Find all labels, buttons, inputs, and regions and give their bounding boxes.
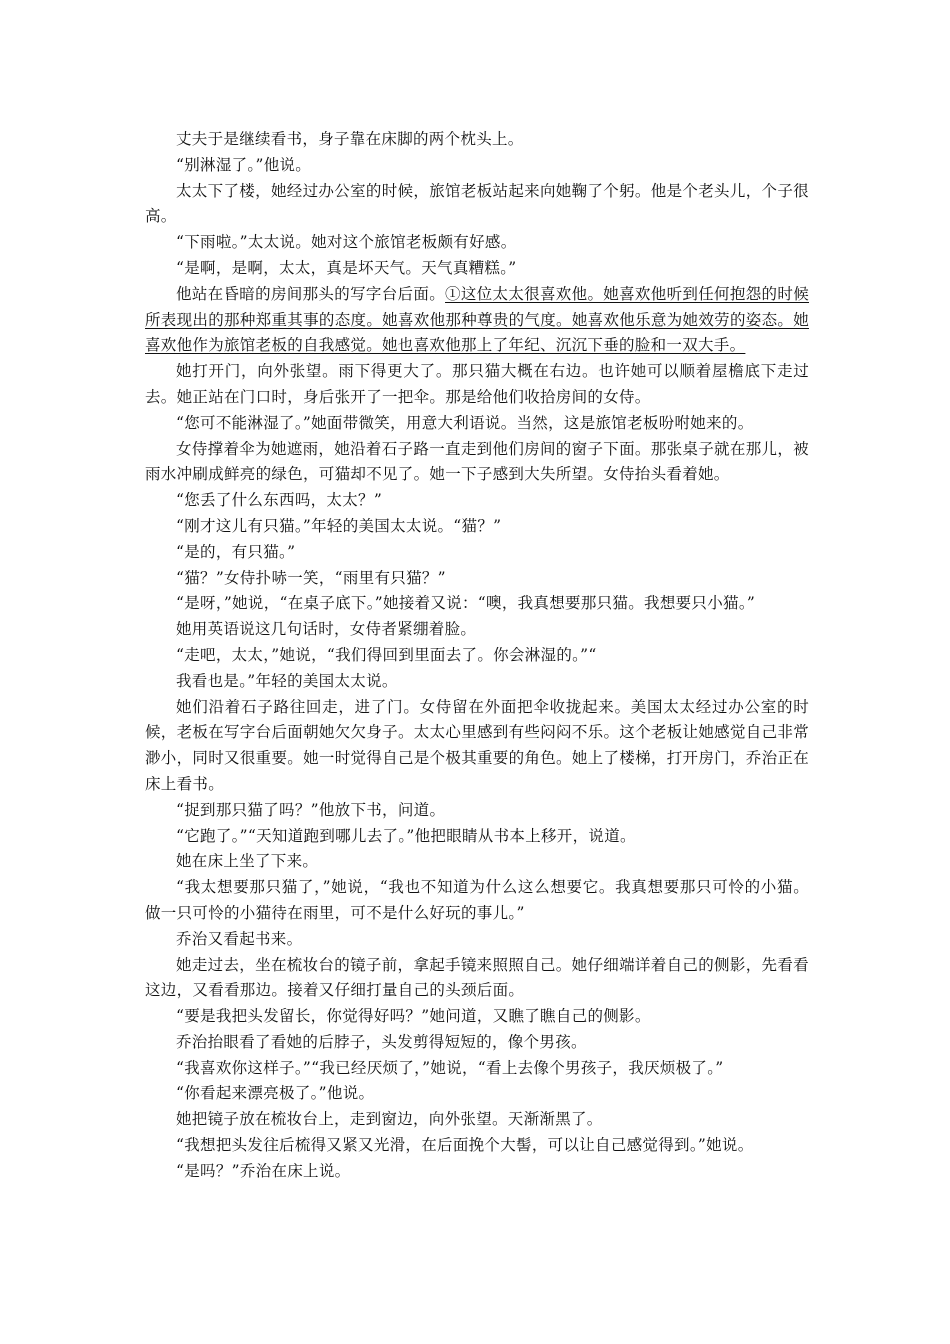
paragraph — [145, 411, 809, 437]
text-segment: 太太下了楼，她经过办公室的时候，旅馆老板站起来向她鞠了个躬。他是个老头儿，个子很高。 — [145, 181, 809, 226]
text-segment: 我看也是。”年轻的美国太太说。 — [176, 671, 398, 690]
paragraph — [145, 437, 809, 489]
text-segment: “捉到那只猫了吗？”他放下书，问道。 — [176, 800, 446, 819]
text-segment: 乔治抬眼看了看她的后脖子，头发剪得短短的，像个男孩。 — [176, 1032, 587, 1051]
paragraph — [145, 359, 809, 411]
text-segment: “我太想要那只猫了，”她说，“我也不知道为什么这么想要它。我真想要那只可怜的小猫。做一只可怜的小猫待在雨里，可不是什么好玩的事儿。” — [145, 878, 809, 922]
text-segment: “是吗？”乔治在床上说。 — [176, 1161, 351, 1180]
paragraph — [145, 282, 809, 359]
paragraph — [145, 669, 809, 695]
paragraph — [145, 849, 809, 875]
text-segment: “我想把头发往后梳得又紧又光滑，在后面挽个大髻，可以让自己感觉得到。”她说。 — [176, 1136, 754, 1155]
text-segment: 她走过去，坐在梳妆台的镜子前，拿起手镜来照照自己。她仔细端详着自己的侧影，先看看这边，又看看那边。接着又仔细打量自己的头颈后面。 — [145, 955, 809, 1000]
paragraph — [145, 1004, 809, 1030]
text-segment: “您可不能淋湿了。”她面带微笑，用意大利语说。当然，这是旅馆老板吩咐她来的。 — [176, 413, 754, 432]
paragraph — [145, 617, 809, 643]
text-segment: “是呀，”她说，“在桌子底下。”她接着又说：“噢，我真想要那只猫。我想要只小猫。” — [176, 594, 756, 613]
paragraph — [145, 1159, 809, 1185]
paragraph — [145, 1081, 809, 1107]
paragraph — [145, 1030, 809, 1056]
paragraph — [145, 875, 809, 927]
text-segment: “别淋湿了。”他说。 — [176, 155, 312, 174]
paragraph — [145, 824, 809, 850]
paragraph — [145, 153, 809, 179]
story-text — [145, 127, 809, 1185]
text-segment: 她在床上坐了下来。 — [176, 852, 319, 871]
paragraph — [145, 695, 809, 798]
paragraph — [145, 643, 809, 669]
paragraph — [145, 540, 809, 566]
text-segment: 她们沿着石子路往回走，进了门。女侍留在外面把伞收拢起来。美国太太经过办公室的时候，老板在写字台后面朝她欠欠身子。太太心里感到有些闷闷不乐。这个老板让她感觉自己非常渺小，同时又很重要。她一时觉得自己是个极其重要的角色。她上了楼梯，打开房门，乔治正在床上看书。 — [145, 697, 809, 793]
text-segment: “是啊，是啊，太太，真是坏天气。天气真糟糕。” — [176, 258, 517, 277]
paragraph — [145, 127, 809, 153]
text-segment: “我喜欢你这样子。”“我已经厌烦了，”她说，“看上去像个男孩子，我厌烦极了。” — [176, 1058, 724, 1077]
paragraph — [145, 566, 809, 592]
paragraph — [145, 798, 809, 824]
text-segment: “它跑了。”“天知道跑到哪儿去了。”他把眼睛从书本上移开，说道。 — [176, 826, 636, 845]
text-segment: “是的，有只猫。” — [176, 542, 296, 561]
text-segment: 乔治又看起书来。 — [176, 929, 303, 948]
text-segment: 她用英语说这几句话时，女侍者紧绷着脸。 — [176, 620, 477, 639]
paragraph — [145, 953, 809, 1005]
paragraph — [145, 591, 809, 617]
text-segment: “下雨啦。”太太说。她对这个旅馆老板颇有好感。 — [176, 233, 517, 252]
text-segment: 他站在昏暗的房间那头的写字台后面。 — [176, 284, 446, 303]
text-segment: “走吧，太太，”她说，“我们得回到里面去了。你会淋湿的。”“ — [176, 645, 597, 664]
text-segment: “猫？”女侍扑哧一笑，“雨里有只猫？” — [176, 568, 446, 587]
text-segment: 女侍撑着伞为她遮雨，她沿着石子路一直走到他们房间的窗子下面。那张桌子就在那儿，被雨水冲刷成鲜亮的绿色，可猫却不见了。她一下子感到大失所望。女侍抬头看着她。 — [145, 439, 809, 484]
paragraph — [145, 1133, 809, 1159]
paragraph — [145, 1056, 809, 1082]
text-segment: 丈夫于是继续看书，身子靠在床脚的两个枕头上。 — [176, 130, 524, 148]
text-segment: 她把镜子放在梳妆台上，走到窗边，向外张望。天渐渐黑了。 — [176, 1110, 603, 1129]
paragraph — [145, 488, 809, 514]
paragraph — [145, 927, 809, 953]
text-segment: “你看起来漂亮极了。”他说。 — [176, 1084, 375, 1103]
paragraph — [145, 256, 809, 282]
text-segment: “您丢了什么东西吗，太太？” — [176, 491, 383, 510]
text-segment: “刚才这儿有只猫。”年轻的美国太太说。“猫？” — [176, 516, 502, 535]
text-segment: “要是我把头发留长，你觉得好吗？”她问道，又瞧了瞧自己的侧影。 — [176, 1007, 651, 1026]
underlined-passage: ①这位太太很喜欢他。她喜欢他听到任何抱怨的时候所表现出的那种郑重其事的态度。她喜欢他那种尊贵的气度。她喜欢他乐意为她效劳的姿态。她喜欢他作为旅馆老板的自我感觉。她也喜欢他那上了年纪、沉沉下垂的脸和一双大手。 — [145, 284, 809, 355]
paragraph — [145, 1107, 809, 1133]
paragraph — [145, 179, 809, 231]
paragraph — [145, 514, 809, 540]
text-segment: 她打开门，向外张望。雨下得更大了。那只猫大概在右边。也许她可以顺着屋檐底下走过去。她正站在门口时，身后张开了一把伞。那是给他们收拾房间的女侍。 — [145, 362, 809, 406]
paragraph — [145, 230, 809, 256]
